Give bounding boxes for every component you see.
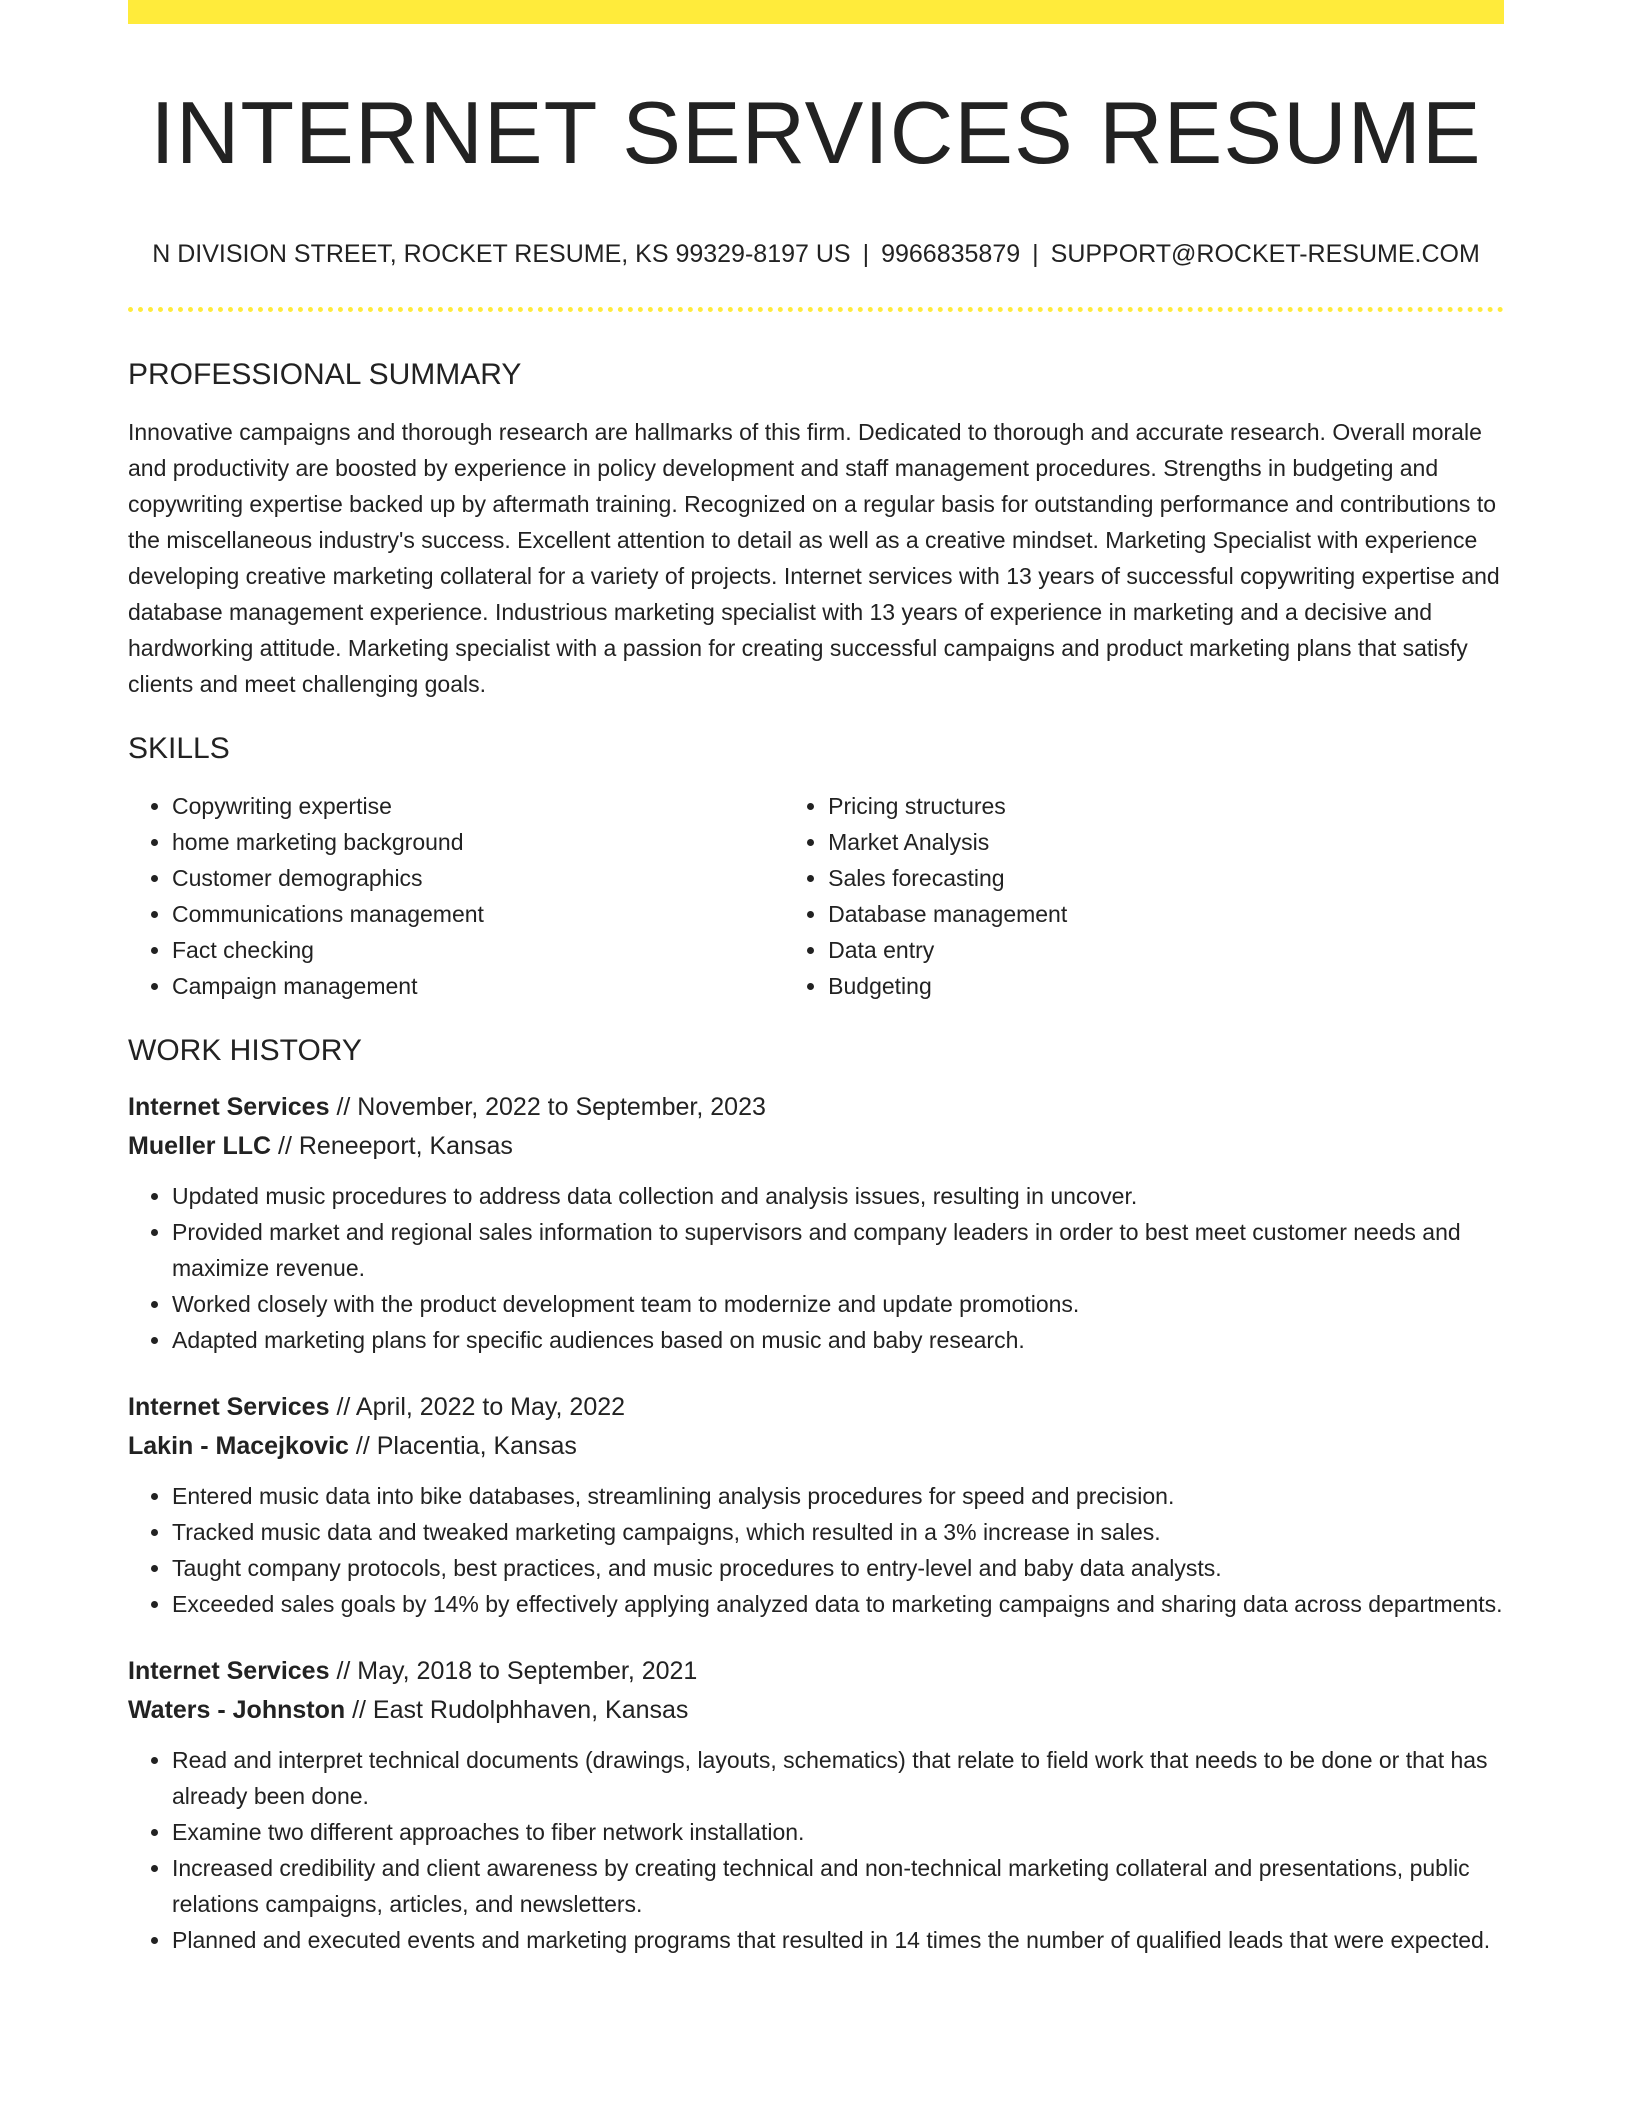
skill-item: • Budgeting bbox=[828, 968, 1504, 1004]
skill-item: • Customer demographics bbox=[172, 860, 784, 896]
separator: | bbox=[862, 240, 870, 268]
job-title-line bbox=[128, 1652, 1504, 1691]
job-bullet: • Updated music procedures to address data collection and analysis issues, resulting in uncover. bbox=[172, 1178, 1504, 1214]
skill-item: • Fact checking bbox=[172, 932, 784, 968]
job-company: Mueller LLC bbox=[128, 1132, 272, 1160]
skill-item: • Data entry bbox=[828, 932, 1504, 968]
job-location: // Placentia, Kansas bbox=[348, 1432, 577, 1460]
job-dates: // April, 2022 to May, 2022 bbox=[329, 1393, 626, 1421]
skill-item: • Market Analysis bbox=[828, 824, 1504, 860]
job-bullets bbox=[128, 1742, 1504, 1958]
skills-list-right bbox=[784, 788, 1504, 1004]
resume-content bbox=[128, 350, 1504, 1958]
job-bullet: • Examine two different approaches to fiber network installation. bbox=[172, 1814, 1504, 1850]
job-company-line bbox=[128, 1427, 1504, 1466]
skills-columns bbox=[128, 788, 1504, 1004]
job-entry bbox=[128, 1652, 1504, 1958]
job-title-line bbox=[128, 1388, 1504, 1427]
work-history-heading: WORK HISTORY bbox=[128, 1034, 362, 1067]
job-entry bbox=[128, 1388, 1504, 1622]
job-bullet: • Worked closely with the product development team to modernize and update promotions. bbox=[172, 1286, 1504, 1322]
job-title: Internet Services bbox=[128, 1657, 330, 1685]
skills-heading: SKILLS bbox=[128, 732, 230, 765]
phone: 9966835879 bbox=[881, 240, 1021, 268]
summary-section bbox=[128, 350, 1504, 702]
job-bullet: • Increased credibility and client awareness by creating technical and non-technical marketing collateral and presentations, public relations campaigns, articles, and newsletters. bbox=[172, 1850, 1504, 1922]
job-company: Lakin - Macejkovic bbox=[128, 1432, 349, 1460]
job-company-line bbox=[128, 1691, 1504, 1730]
job-bullet: • Read and interpret technical documents (drawings, layouts, schematics) that relate to field work that needs to be done or that has already been done. bbox=[172, 1742, 1504, 1814]
job-bullet: • Tracked music data and tweaked marketing campaigns, which resulted in a 3% increase in sales. bbox=[172, 1514, 1504, 1550]
job-company: Waters - Johnston bbox=[128, 1696, 346, 1724]
skill-item: • Database management bbox=[828, 896, 1504, 932]
job-location: // Reneeport, Kansas bbox=[271, 1132, 513, 1160]
job-title: Internet Services bbox=[128, 1093, 330, 1121]
accent-bar bbox=[128, 0, 1504, 24]
job-dates: // November, 2022 to September, 2023 bbox=[329, 1093, 766, 1121]
job-title: Internet Services bbox=[128, 1393, 330, 1421]
skills-list-left bbox=[128, 788, 784, 1004]
job-bullets bbox=[128, 1178, 1504, 1358]
job-bullet: • Adapted marketing plans for specific audiences based on music and baby research. bbox=[172, 1322, 1504, 1358]
dotted-divider bbox=[128, 307, 1504, 312]
job-company-line bbox=[128, 1127, 1504, 1166]
job-bullet: • Exceeded sales goals by 14% by effectively applying analyzed data to marketing campaigns and sharing data across departments. bbox=[172, 1586, 1504, 1622]
job-bullet: • Provided market and regional sales information to supervisors and company leaders in order to best meet customer needs and maximize revenue. bbox=[172, 1214, 1504, 1286]
job-bullet: • Entered music data into bike databases, streamlining analysis procedures for speed and precision. bbox=[172, 1478, 1504, 1514]
work-history-section bbox=[128, 1026, 1504, 1958]
job-entry bbox=[128, 1088, 1504, 1358]
separator: | bbox=[1032, 240, 1039, 268]
skills-section bbox=[128, 724, 1504, 1004]
job-title-line bbox=[128, 1088, 1504, 1127]
skill-item: • Campaign management bbox=[172, 968, 784, 1004]
summary-text: Innovative campaigns and thorough research are hallmarks of this firm. Dedicated to thorough and accurate research. Overall morale and productivity are boosted by experience in policy development and staff management procedures. Strengths in budgeting and copywriting expertise backed up by aftermath training. Recognized on a regular basis for outstanding performance and contributions to the miscellaneous industry's success. Excellent attention to detail as well as a creative mindset. Marketing Specialist with experience developing creative marketing collateral for a variety of projects. Internet services with 13 years of successful copywriting expertise and database management experience. Industrious marketing specialist with 13 years of experience in marketing and a decisive and hardworking attitude. Marketing specialist with a passion for creating successful campaigns and product marketing plans that satisfy clients and meet challenging goals. bbox=[128, 419, 1500, 697]
skill-item: • Communications management bbox=[172, 896, 784, 932]
job-bullets bbox=[128, 1478, 1504, 1622]
job-dates: // May, 2018 to September, 2021 bbox=[329, 1657, 698, 1685]
skill-item: • home marketing background bbox=[172, 824, 784, 860]
email[interactable]: SUPPORT@ROCKET-RESUME.COM bbox=[1050, 240, 1480, 268]
summary-heading: PROFESSIONAL SUMMARY bbox=[128, 358, 522, 391]
skill-item: • Pricing structures bbox=[828, 788, 1504, 824]
job-bullet: • Taught company protocols, best practices, and music procedures to entry-level and baby data analysts. bbox=[172, 1550, 1504, 1586]
address: N DIVISION STREET, ROCKET RESUME, KS 99329-8197 US bbox=[152, 240, 851, 268]
page-title: INTERNET SERVICES RESUME bbox=[150, 83, 1482, 182]
contact-line bbox=[128, 234, 1504, 274]
job-bullet: • Planned and executed events and marketing programs that resulted in 14 times the number of qualified leads that were expected. bbox=[172, 1922, 1504, 1958]
job-location: // East Rudolphhaven, Kansas bbox=[345, 1696, 689, 1724]
skill-item: • Copywriting expertise bbox=[172, 788, 784, 824]
skill-item: • Sales forecasting bbox=[828, 860, 1504, 896]
